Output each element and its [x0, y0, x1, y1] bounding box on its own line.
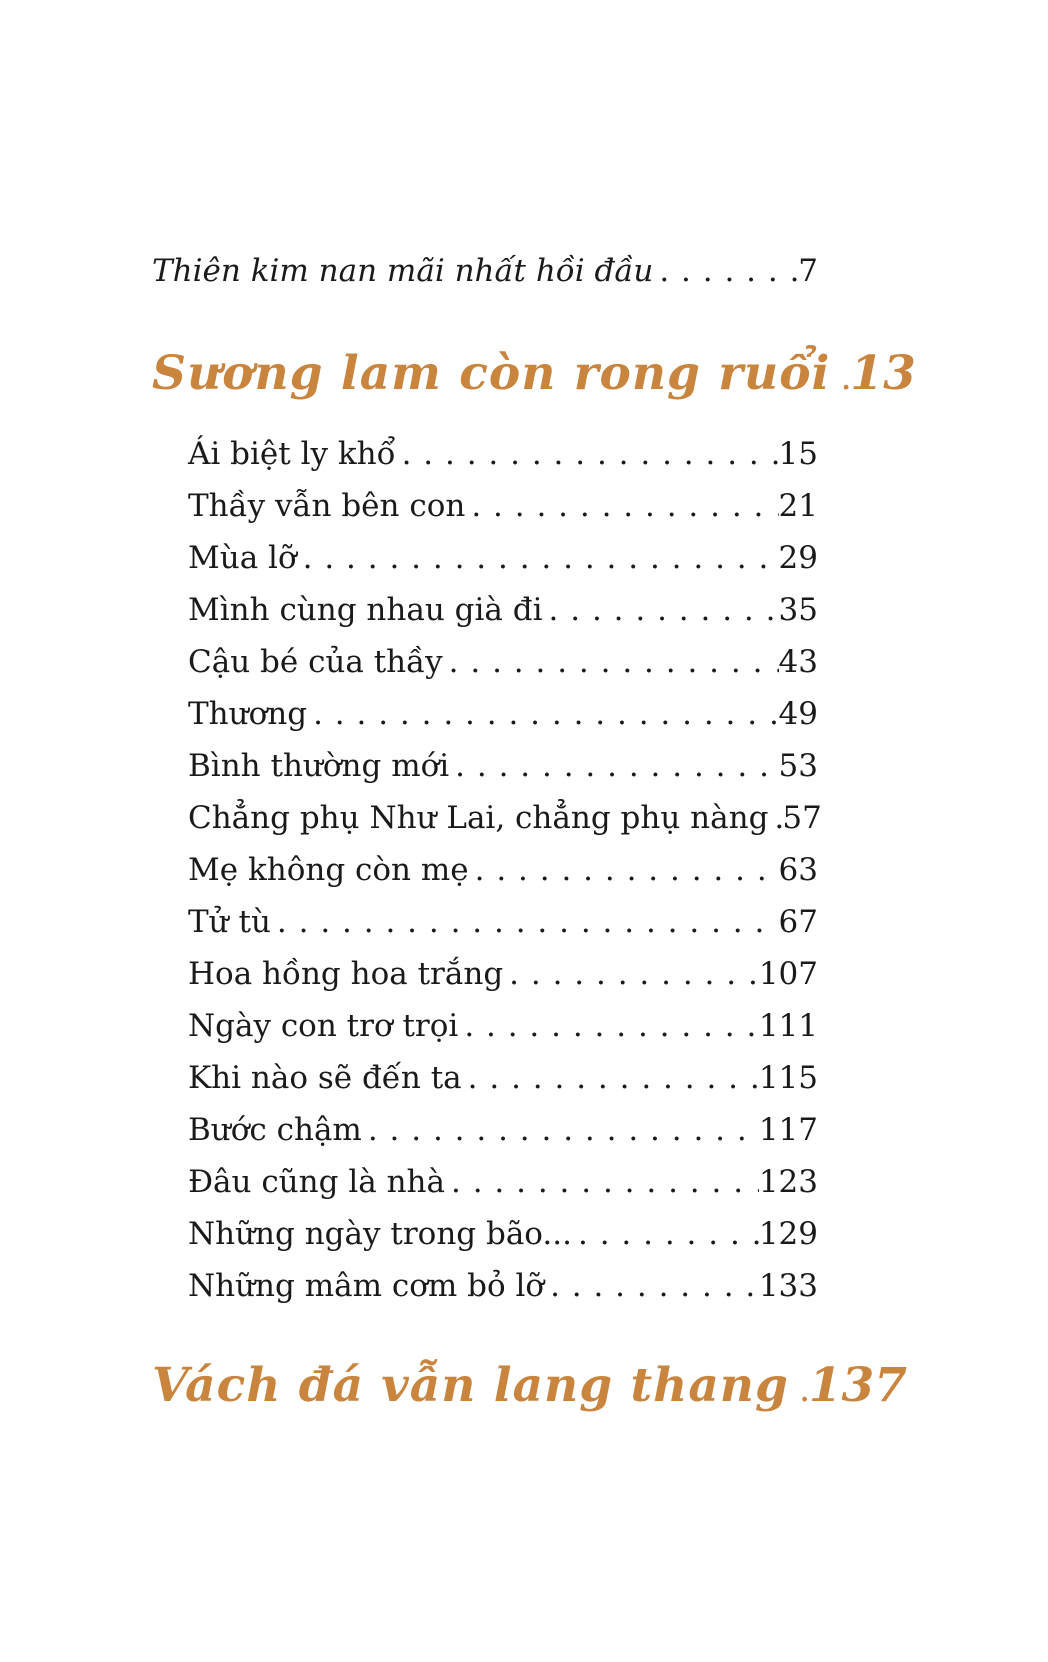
toc-entry — [188, 428, 818, 480]
dot-leader — [653, 250, 798, 292]
dot-leader — [396, 428, 779, 480]
dot-leader — [830, 338, 850, 414]
dot-leader — [443, 636, 779, 688]
toc-entry — [188, 1052, 818, 1104]
toc-entry-label: Bình thường mới — [188, 748, 450, 784]
toc-entry-page: 129 — [758, 1216, 818, 1252]
toc-entry-page: 117 — [758, 1112, 818, 1148]
section-heading-page: 13 — [850, 346, 916, 401]
dot-leader — [768, 792, 782, 844]
dot-leader — [307, 688, 778, 740]
section-heading-label: Sương lam còn rong ruổi — [152, 346, 831, 401]
section-heading-page: 137 — [808, 1358, 907, 1413]
toc-entry — [188, 1260, 818, 1312]
toc-entry-page: 29 — [778, 540, 818, 576]
toc-intro-page: 7 — [798, 253, 818, 289]
toc-entry-page: 53 — [778, 748, 818, 784]
section-heading-vach-da — [152, 1350, 907, 1426]
toc-entry-label: Những mâm cơm bỏ lỡ — [188, 1268, 545, 1304]
toc-entry — [188, 844, 818, 896]
section-heading-suong-lam — [152, 338, 916, 414]
toc-intro-label: Thiên kim nan mãi nhất hồi đầu — [152, 253, 654, 289]
toc-entry — [188, 1000, 818, 1052]
toc-entry-label: Mẹ không còn mẹ — [188, 852, 469, 888]
toc-entry-page: 67 — [778, 904, 818, 940]
toc-entry-label: Hoa hồng hoa trắng — [188, 956, 504, 992]
toc-entry-page: 21 — [778, 488, 818, 524]
toc-entry-page: 115 — [758, 1060, 818, 1096]
toc-entry-page: 49 — [778, 696, 818, 732]
dot-leader — [449, 740, 778, 792]
toc-entry — [188, 792, 822, 844]
toc-entry — [188, 636, 818, 688]
toc-intro-entry — [152, 250, 818, 292]
toc-entry — [188, 948, 818, 1000]
toc-entry-page: 123 — [758, 1164, 818, 1200]
toc-entry-page: 43 — [778, 644, 818, 680]
toc-entry — [188, 688, 818, 740]
dot-leader — [271, 896, 779, 948]
toc-entry-page: 111 — [758, 1008, 818, 1044]
dot-leader — [503, 948, 759, 1000]
toc-entry-label: Mình cùng nhau già đi — [188, 592, 543, 628]
dot-leader — [572, 1208, 759, 1260]
toc-entry — [188, 584, 818, 636]
toc-page — [152, 0, 916, 1426]
dot-leader — [789, 1350, 809, 1426]
dot-leader — [462, 1052, 759, 1104]
dot-leader — [297, 532, 779, 584]
toc-entry-page: 133 — [758, 1268, 818, 1304]
toc-entry-label: Cậu bé của thầy — [188, 644, 443, 680]
toc-entry-label: Chẳng phụ Như Lai, chẳng phụ nàng — [188, 800, 769, 836]
dot-leader — [544, 1260, 759, 1312]
toc-entry-page: 35 — [778, 592, 818, 628]
toc-entry-label: Ái biệt ly khổ — [188, 436, 396, 472]
toc-entry — [188, 532, 818, 584]
toc-entry-page: 15 — [778, 436, 818, 472]
toc-entry-page: 107 — [758, 956, 818, 992]
dot-leader — [445, 1156, 759, 1208]
toc-entry-label: Thầy vẫn bên con — [188, 488, 466, 524]
toc-entry-label: Khi nào sẽ đến ta — [188, 1060, 462, 1096]
toc-entry — [188, 740, 818, 792]
toc-entry-page: 63 — [778, 852, 818, 888]
toc-entry-page: 57 — [782, 800, 822, 836]
dot-leader — [543, 584, 779, 636]
toc-entry — [188, 1208, 818, 1260]
dot-leader — [362, 1104, 759, 1156]
toc-entry-label: Những ngày trong bão... — [188, 1216, 572, 1252]
toc-entry-label: Mùa lỡ — [188, 540, 297, 576]
toc-entry — [188, 1104, 818, 1156]
toc-entry-label: Ngày con trơ trọi — [188, 1008, 459, 1044]
toc-entry — [188, 1156, 818, 1208]
section-entries — [152, 428, 822, 1312]
toc-entry-label: Tử tù — [188, 904, 271, 940]
toc-entry — [188, 896, 818, 948]
toc-entry-label: Bước chậm — [188, 1112, 362, 1148]
dot-leader — [465, 480, 778, 532]
toc-entry-label: Thương — [188, 696, 308, 732]
section-heading-label: Vách đá vẫn lang thang — [152, 1358, 789, 1413]
toc-entry — [188, 480, 818, 532]
dot-leader — [458, 1000, 759, 1052]
dot-leader — [469, 844, 779, 896]
toc-entry-label: Đâu cũng là nhà — [188, 1164, 445, 1200]
